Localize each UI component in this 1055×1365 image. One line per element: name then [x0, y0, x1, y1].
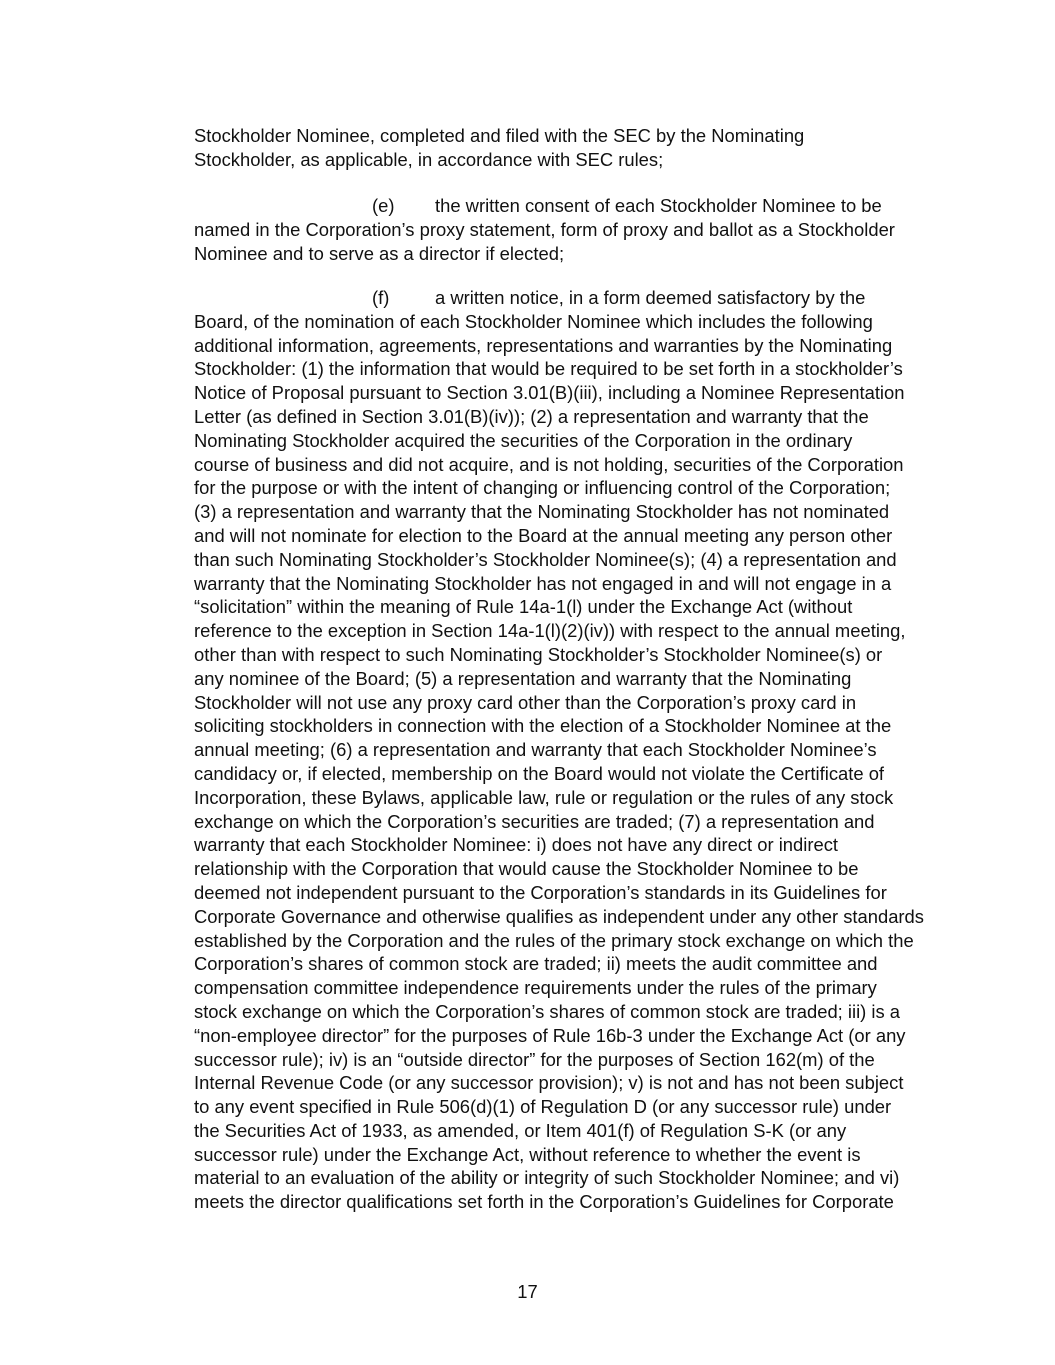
text-line: warranty that each Stockholder Nominee: i) does not have any direct or indirect [194, 834, 839, 856]
text-line: Board, of the nomination of each Stockholder Nominee which includes the following [194, 310, 873, 332]
text-line: established by the Corporation and the rules of the primary stock exchange on which the [194, 929, 914, 951]
text-line: successor rule); iv) is an “outside director” for the purposes of Section 162(m) of the [194, 1048, 875, 1070]
item-f-marker: (f) [372, 287, 390, 308]
text-line: successor rule) under the Exchange Act, without reference to whether the event is [194, 1143, 861, 1165]
page-number: 17 [517, 1281, 538, 1302]
text-line: Notice of Proposal pursuant to Section 3.01(B)(iii), including a Nominee Representation [194, 382, 905, 404]
text-line: compensation committee independence requirements under the rules of the primary [194, 977, 877, 999]
item-f-paragraph [194, 286, 924, 1214]
text-line: Nominee and to serve as a director if elected; [194, 242, 565, 264]
text-line: than such Nominating Stockholder’s Stockholder Nominee(s); (4) a representation and [194, 548, 897, 570]
continuation-paragraph [194, 124, 804, 172]
text-line: deemed not independent pursuant to the Corporation’s standards in its Guidelines for [194, 881, 887, 903]
text-line: meets the director qualifications set forth in the Corporation’s Guidelines for Corporate [194, 1191, 894, 1213]
text-line: “non-employee director” for the purposes of Rule 16b-3 under the Exchange Act (or any [194, 1024, 906, 1046]
text-line: Stockholder will not use any proxy card other than the Corporation’s proxy card in [194, 691, 857, 713]
text-line: stock exchange on which the Corporation’s shares of common stock are traded; iii) is a [194, 1000, 901, 1022]
text-line: Letter (as defined in Section 3.01(B)(iv)); (2) a representation and warranty that the [194, 405, 869, 427]
text-line: course of business and did not acquire, and is not holding, securities of the Corporation [194, 453, 904, 475]
text-line: for the purpose or with the intent of changing or influencing control of the Corporation; [194, 477, 891, 499]
text-line: soliciting stockholders in connection with the election of a Stockholder Nominee at the [194, 715, 892, 737]
text-line: Stockholder Nominee, completed and filed with the SEC by the Nominating [194, 125, 805, 146]
text-line: relationship with the Corporation that would cause the Stockholder Nominee to be [194, 858, 859, 880]
text-line: (3) a representation and warranty that the Nominating Stockholder has not nominated [194, 501, 890, 523]
item-f-first-line-text: a written notice, in a form deemed satisfactory by the [435, 287, 866, 308]
text-line: any nominee of the Board; (5) a representation and warranty that the Nominating [194, 667, 852, 689]
text-line: Incorporation, these Bylaws, applicable law, rule or regulation or the rules of any stock [194, 786, 894, 808]
text-line: Stockholder, as applicable, in accordance with SEC rules; [194, 148, 664, 170]
text-line: Nominating Stockholder acquired the securities of the Corporation in the ordinary [194, 429, 853, 451]
text-line: Corporation’s shares of common stock are traded; ii) meets the audit committee and [194, 953, 878, 975]
text-line: Stockholder: (1) the information that would be required to be set forth in a stockholder’s [194, 358, 903, 380]
text-line: “solicitation” within the meaning of Rule 14a-1(l) under the Exchange Act (without [194, 596, 853, 618]
text-line: candidacy or, if elected, membership on the Board would not violate the Certificate of [194, 762, 885, 784]
item-e-paragraph [194, 194, 895, 265]
text-line: and will not nominate for election to the Board at the annual meeting any person other [194, 524, 893, 546]
text-line: additional information, agreements, representations and warranties by the Nominating [194, 334, 893, 356]
text-line: warranty that the Nominating Stockholder has not engaged in and will not engage in a [194, 572, 892, 594]
text-line: reference to the exception in Section 14a-1(l)(2)(iv)) with respect to the annual meeting, [194, 620, 906, 642]
text-line: annual meeting; (6) a representation and warranty that each Stockholder Nominee’s [194, 739, 877, 761]
text-line: named in the Corporation’s proxy statement, form of proxy and ballot as a Stockholder [194, 218, 895, 240]
text-line: the Securities Act of 1933, as amended, or Item 401(f) of Regulation S-K (or any [194, 1119, 847, 1141]
text-line: exchange on which the Corporation’s securities are traded; (7) a representation and [194, 810, 875, 832]
item-e-marker: (e) [372, 195, 395, 216]
text-line: to any event specified in Rule 506(d)(1) of Regulation D (or any successor rule) under [194, 1096, 892, 1118]
text-line: material to an evaluation of the ability or integrity of such Stockholder Nominee; and vi) [194, 1167, 900, 1189]
text-line: Internal Revenue Code (or any successor provision); v) is not and has not been subject [194, 1072, 904, 1094]
item-e-first-line-text: the written consent of each Stockholder Nominee to be [435, 195, 882, 216]
text-line: Corporate Governance and otherwise qualifies as independent under any other standards [194, 905, 924, 927]
item-f-first-line [194, 286, 924, 310]
item-e-first-line [194, 194, 895, 218]
text-line: other than with respect to such Nominating Stockholder’s Stockholder Nominee(s) or [194, 643, 883, 665]
